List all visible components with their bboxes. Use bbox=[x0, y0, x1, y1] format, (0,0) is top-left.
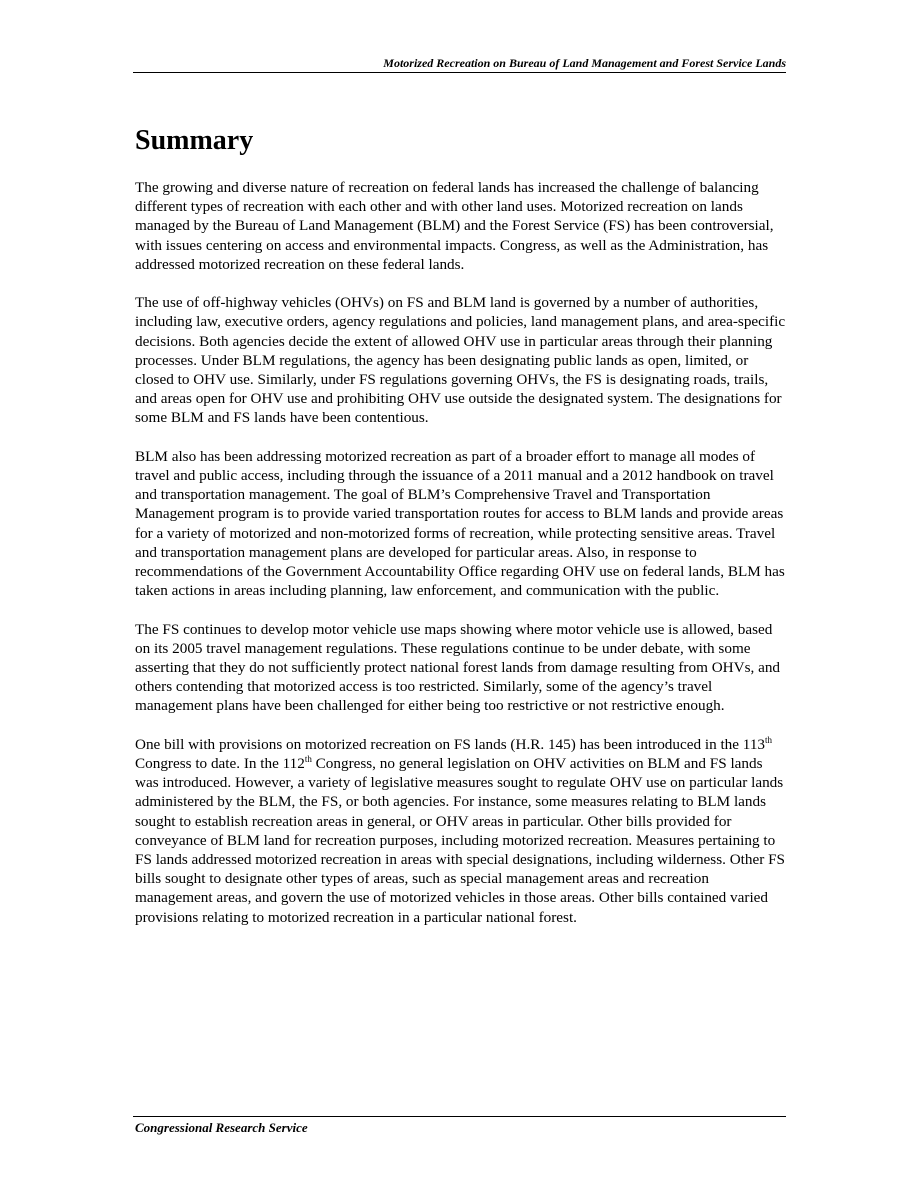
paragraph-4: The FS continues to develop motor vehicle use maps showing where motor vehicle use is allowed, based on its 2005 travel management regulations. These regulations continue to be under debate, with some asserting that they do not sufficiently protect national forest lands from damage resulting from OHVs, and others contending that motorized access is too restricted. Similarly, some of the agency’s travel management plans have been challenged for either being too restrictive or not restrictive enough. bbox=[135, 620, 781, 715]
footer-source: Congressional Research Service bbox=[135, 1120, 308, 1135]
paragraph-5-part-3: Congress, no general legislation on OHV activities on BLM and FS lands was introduced. However, a variety of legislative measures sought to regulate OHV use on particular lands administered by the BLM, the FS, or both agencies. For instance, some measures relating to BLM lands sought to establish recreation areas in general, or OHV areas in particular. Other bills provided for conveyance of BLM land for recreation purposes, including motorized recreation. Measures pertaining to FS lands addressed motorized recreation in areas with special designations, including wilderness. Other FS bills sought to designate other types of areas, such as special management areas and recreation management areas, and govern the use of motorized vehicles in those areas. Other bills contained varied provisions relating to motorized recreation in a particular national forest. bbox=[135, 755, 785, 926]
paragraph-3: BLM also has been addressing motorized recreation as part of a broader effort to manage all modes of travel and public access, including through the issuance of a 2011 manual and a 2012 handbook on travel and transportation management. The goal of BLM’s Comprehensive Travel and Transportation Management program is to provide varied transportation routes for access to BLM lands and provide areas for a variety of motorized and non-motorized forms of recreation, while protecting sensitive areas. Travel and transportation management plans are developed for particular areas. Also, in response to recommendations of the Government Accountability Office regarding OHV use on federal lands, BLM has taken actions in areas including planning, law enforcement, and communication with the public. bbox=[135, 447, 785, 600]
footer-divider bbox=[133, 1116, 786, 1117]
paragraph-2: The use of off-highway vehicles (OHVs) on FS and BLM land is governed by a number of authorities, including law, executive orders, agency regulations and policies, land management plans, and area-specific decisions. Both agencies decide the extent of allowed OHV use in particular areas through their planning processes. Under BLM regulations, the agency has been designating public lands as open, limited, or closed to OHV use. Similarly, under FS regulations governing OHVs, the FS is designating roads, trails, and areas open for OHV use and prohibiting OHV use outside the designated system. The designations for some BLM and FS lands have been contentious. bbox=[135, 294, 786, 427]
header-divider bbox=[133, 72, 786, 73]
paragraph-5-part-2: Congress to date. In the 112 bbox=[135, 755, 305, 773]
ordinal-suffix-112: th bbox=[304, 754, 312, 765]
paragraph-1: The growing and diverse nature of recreation on federal lands has increased the challenge of balancing different types of recreation with each other and with other land uses. Motorized recreation on lands managed by the Bureau of Land Management (BLM) and the Forest Service (FS) has been controversial, with issues centering on access and environmental impacts. Congress, as well as the Administration, has addressed motorized recreation on these federal lands. bbox=[135, 179, 774, 273]
page-title: Summary bbox=[135, 125, 254, 156]
paragraph-5 bbox=[135, 735, 788, 927]
running-header: Motorized Recreation on Bureau of Land Management and Forest Service Lands bbox=[383, 56, 786, 70]
ordinal-suffix-113: th bbox=[765, 734, 773, 745]
paragraph-5-part-1: One bill with provisions on motorized recreation on FS lands (H.R. 145) has been introduced in the 113 bbox=[135, 735, 766, 753]
summary-body bbox=[135, 178, 788, 946]
